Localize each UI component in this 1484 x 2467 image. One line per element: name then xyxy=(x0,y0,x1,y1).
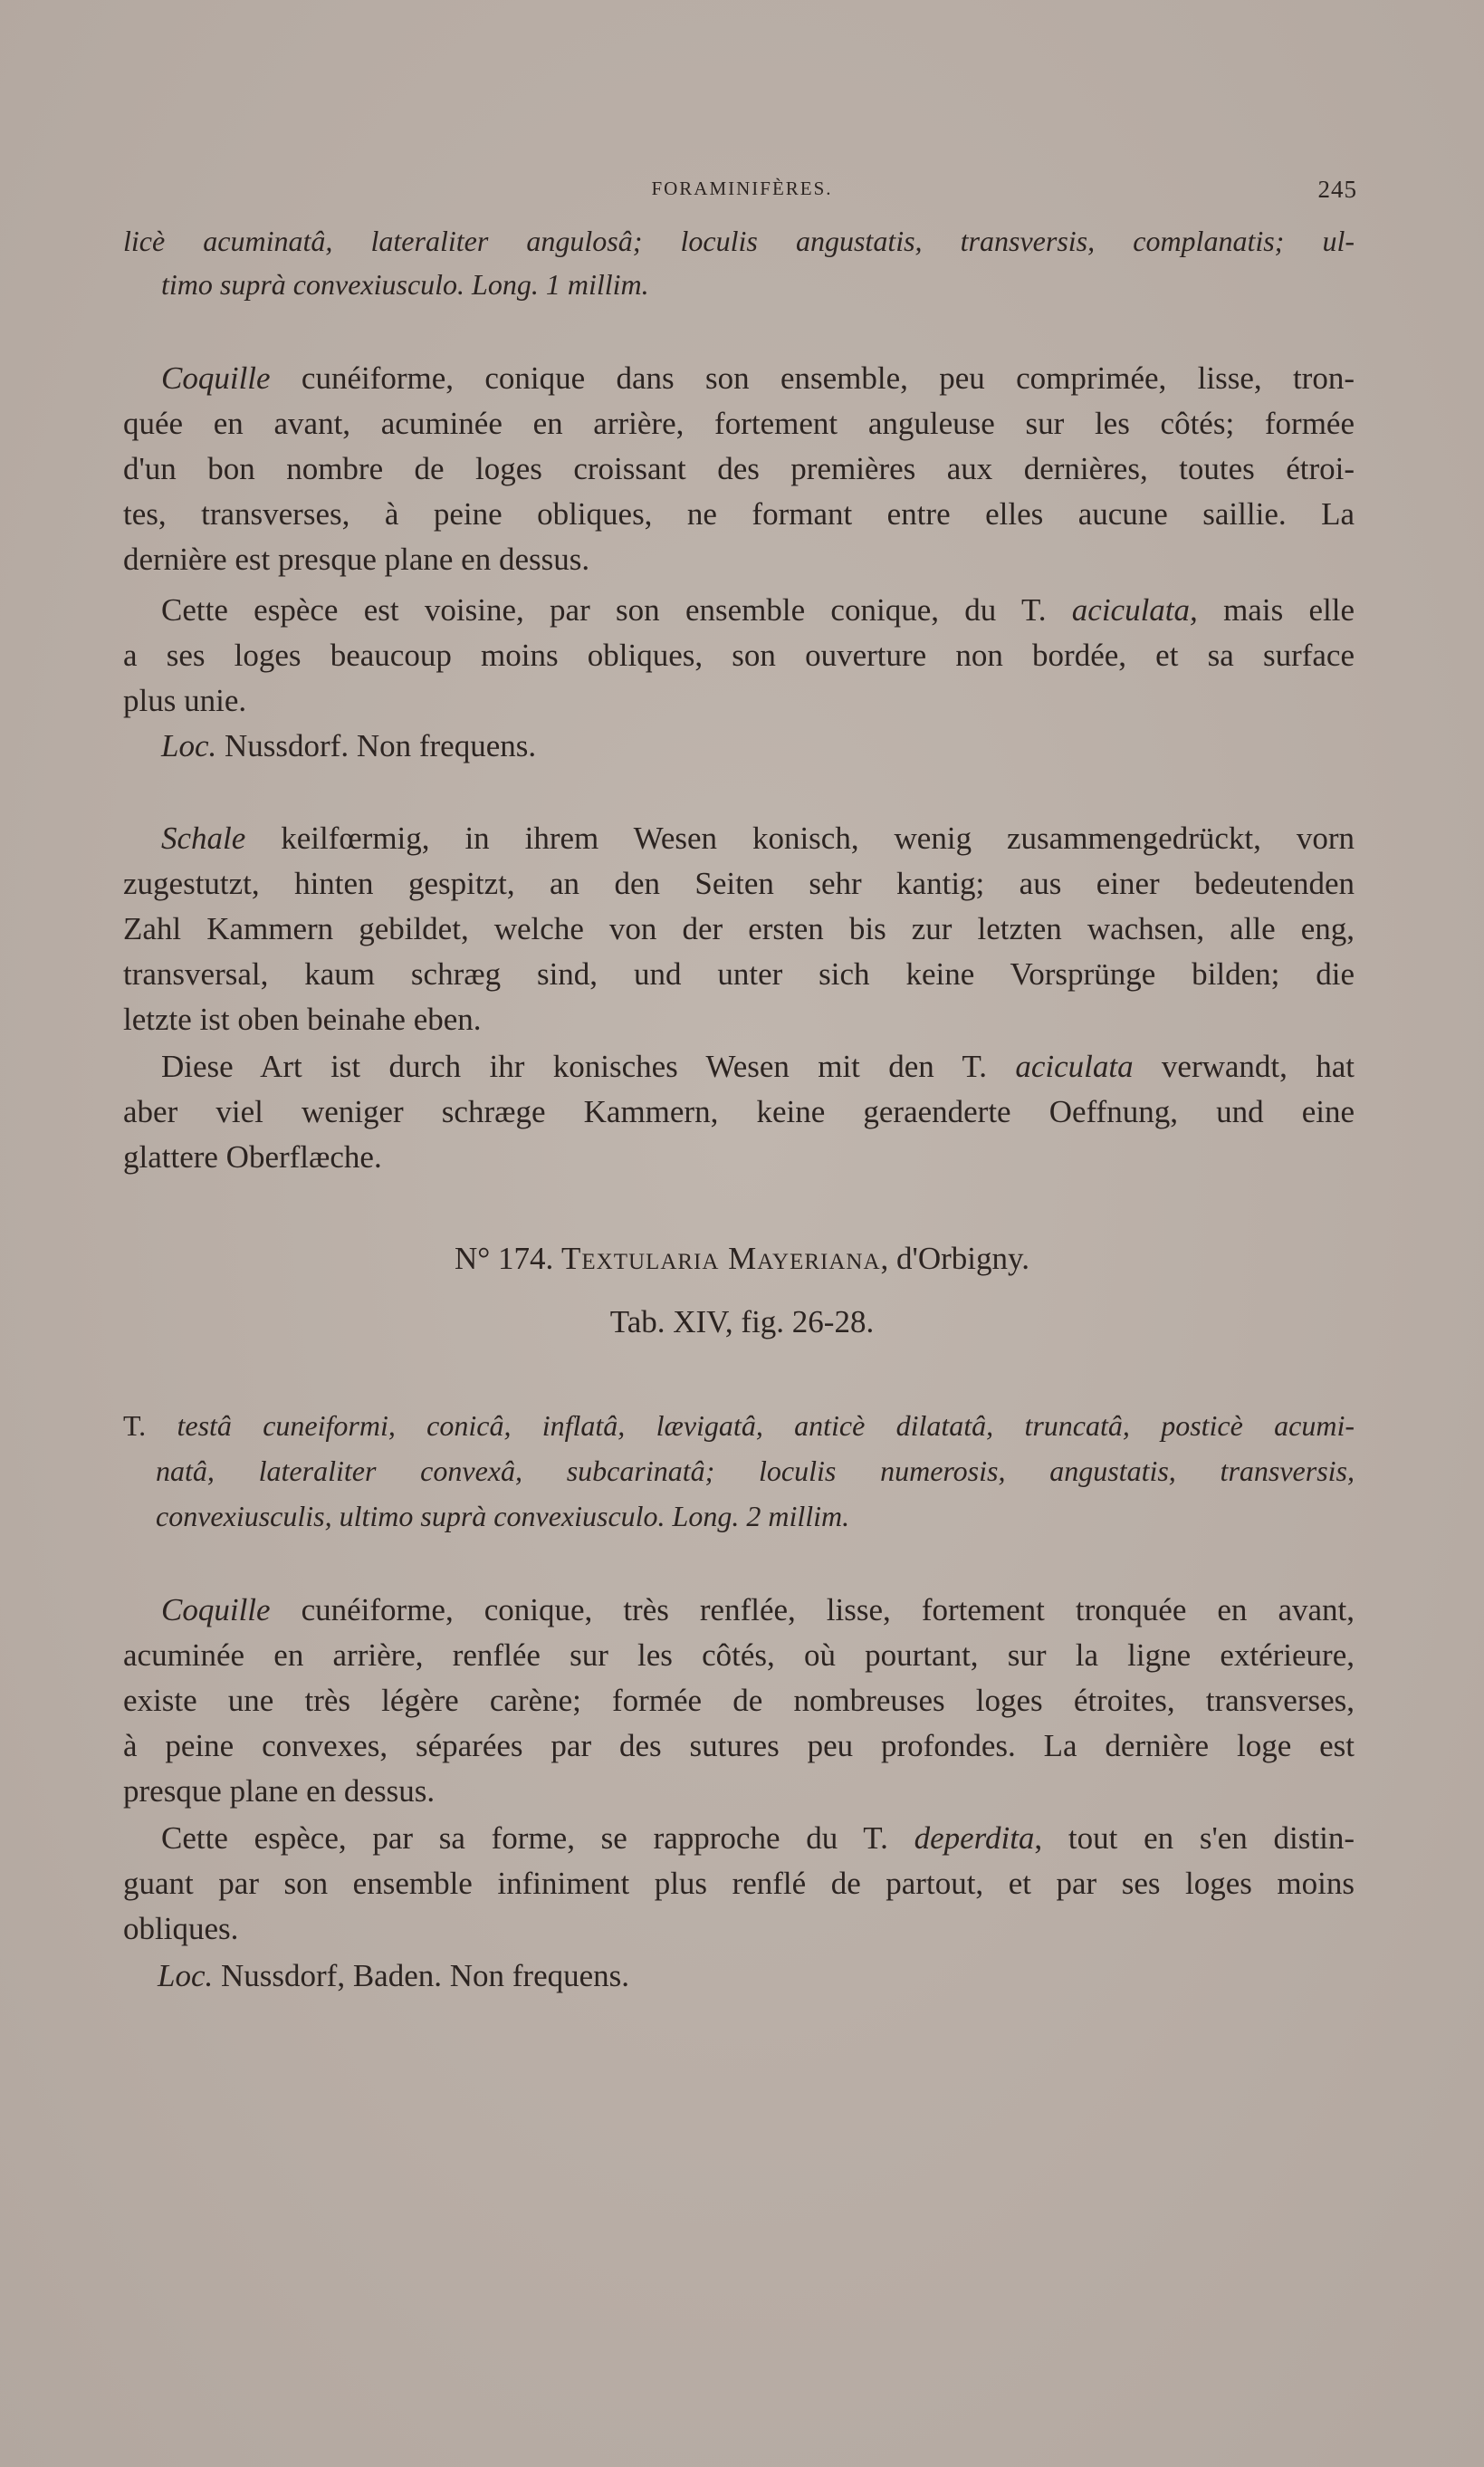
genus-abbrev: T. xyxy=(123,1409,147,1442)
locality-line xyxy=(161,725,1393,768)
german-description-line: zugestutzt, hinten gespitzt, an den Seiten sehr kantig; aus einer bedeutenden xyxy=(123,866,1355,901)
french-text: cunéiforme, conique, très renflée, lisse, fortement tronquée en avant, xyxy=(270,1592,1355,1627)
species-number: N° 174. xyxy=(454,1241,554,1276)
french-description-line: presque plane en dessus. xyxy=(123,1773,436,1809)
french-description-line: tes, transverses, à peine obliques, ne formant entre elles aucune saillie. La xyxy=(123,496,1355,532)
locality-label: Loc. xyxy=(161,728,217,763)
latin-diagnosis-line: licè acuminatâ, lateraliter angulosâ; loculis angustatis, transversis, complanatis; ul- xyxy=(123,225,1355,257)
german-description-line xyxy=(161,817,1355,860)
german-text: keilfœrmig, in ihrem Wesen konisch, wenig zusammengedrückt, vorn xyxy=(245,821,1355,856)
french-description-line xyxy=(161,357,1355,400)
german-description-line: Zahl Kammern gebildet, welche von der ersten bis zur letzten wachsen, alle eng, xyxy=(123,911,1355,946)
french-comparison-line: a ses loges beaucoup moins obliques, son ouverture non bordée, et sa surface xyxy=(123,638,1355,673)
french-description-line: quée en avant, acuminée en arrière, fortement anguleuse sur les côtés; formée xyxy=(123,406,1355,441)
french-description-line xyxy=(161,1589,1355,1632)
locality-text: Nussdorf, Baden. Non frequens. xyxy=(213,1958,630,1993)
german-comparison-line: glattere Oberflæche. xyxy=(123,1139,382,1175)
french-description-line: existe une très légère carène; formée de nombreuses loges étroites, transverses, xyxy=(123,1683,1355,1718)
text-span: Cette espèce est voisine, par son ensemble conique, du T. xyxy=(161,592,1072,628)
latin-diagnosis-line: natâ, lateraliter convexâ, subcarinatâ; loculis numerosis, angustatis, transversis, xyxy=(156,1454,1355,1487)
french-description-line: d'un bon nombre de loges croissant des premières aux dernières, toutes étroi- xyxy=(123,451,1355,486)
text-span: verwandt, hat xyxy=(1133,1049,1355,1084)
text-span: Cette espèce, par sa forme, se rapproche du T. xyxy=(161,1820,914,1856)
locality-text: Nussdorf. Non frequens. xyxy=(216,728,537,763)
german-description-line: letzte ist oben beinahe eben. xyxy=(123,1002,482,1037)
page-number: 245 xyxy=(1317,176,1357,203)
latin-text: testâ cuneiformi, conicâ, inflatâ, lævigatâ, anticè dilatatâ, truncatâ, posticè acumi- xyxy=(146,1409,1355,1442)
page-header xyxy=(0,174,1484,210)
latin-diagnosis-line: convexiusculis, ultimo suprà convexiusculo. Long. 2 millim. xyxy=(156,1500,850,1532)
french-lead-word: Coquille xyxy=(161,360,271,396)
french-description-line: à peine convexes, séparées par des sutures peu profondes. La dernière loge est xyxy=(123,1728,1355,1763)
text-span: , tout en s'en distin- xyxy=(1034,1820,1355,1856)
running-title: FORAMINIFÈRES. xyxy=(651,178,833,199)
locality-line xyxy=(158,1954,1389,1998)
german-comparison-line: aber viel weniger schræge Kammern, keine geraenderte Oeffnung, und eine xyxy=(123,1094,1355,1129)
latin-diagnosis-line xyxy=(123,1404,1355,1447)
text-span: Diese Art ist durch ihr konisches Wesen mit den T. xyxy=(161,1049,1016,1084)
plate-reference: Tab. XIV, fig. 26-28. xyxy=(609,1304,875,1339)
french-comparison-line: plus unie. xyxy=(123,683,247,718)
locality-label: Loc. xyxy=(158,1958,214,1993)
species-ref: aciculata, xyxy=(1071,592,1198,628)
german-comparison-line xyxy=(161,1045,1355,1089)
german-lead-word: Schale xyxy=(161,821,246,856)
species-author: , d'Orbigny. xyxy=(880,1241,1029,1276)
french-comparison-line xyxy=(161,589,1355,632)
french-description-line: acuminée en arrière, renflée sur les côtés, où pourtant, sur la ligne extérieure, xyxy=(123,1637,1355,1673)
species-heading xyxy=(0,1237,1484,1281)
french-text: cunéiforme, conique dans son ensemble, peu comprimée, lisse, tron- xyxy=(270,360,1355,396)
french-comparison-line: obliques. xyxy=(123,1911,239,1946)
text-span: mais elle xyxy=(1197,592,1355,628)
french-description-line: dernière est presque plane en dessus. xyxy=(123,542,590,577)
french-comparison-line: guant par son ensemble infiniment plus renflé de partout, et par ses loges moins xyxy=(123,1866,1355,1901)
french-comparison-line xyxy=(161,1817,1355,1860)
latin-diagnosis-line: timo suprà convexiusculo. Long. 1 millim. xyxy=(161,268,649,301)
french-lead-word: Coquille xyxy=(161,1592,271,1627)
species-ref: deperdita xyxy=(914,1820,1035,1856)
german-description-line: transversal, kaum schræg sind, und unter sich keine Vorsprünge bilden; die xyxy=(123,956,1355,992)
species-name: Textularia Mayeriana xyxy=(561,1241,881,1276)
species-ref: aciculata xyxy=(1015,1049,1134,1084)
